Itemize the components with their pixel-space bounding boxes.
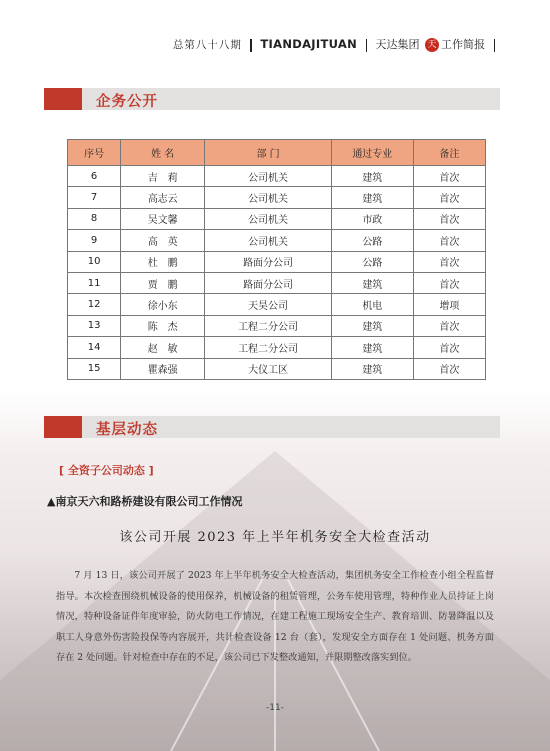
table-cell: 增项 [413,294,485,315]
table-cell: 建筑 [331,358,413,379]
table-row [68,358,486,379]
table-cell: 8 [68,208,121,229]
header-divider [250,39,252,52]
table-cell: 首次 [413,315,485,336]
table-cell: 机电 [331,294,413,315]
table-cell: 建筑 [331,337,413,358]
table-cell: 陈 杰 [121,315,205,336]
issue-number: 总第八十八期 [172,39,242,51]
section-marker [44,416,82,438]
section-title: 基层动态 [96,421,158,438]
table-cell: 公司机关 [205,187,332,208]
company-name: 天达集团 [375,38,420,51]
table-cell: 路面分公司 [205,272,332,293]
table-cell: 赵 敏 [121,337,205,358]
column-header: 通过专业 [331,140,413,166]
table-cell: 建筑 [331,166,413,187]
table-cell: 建筑 [331,187,413,208]
table-cell: 首次 [413,208,485,229]
table-cell: 徐小东 [121,294,205,315]
table-row [68,294,486,315]
section-bar-disclosure [44,88,500,110]
table-cell: 建筑 [331,315,413,336]
table-cell: 15 [68,358,121,379]
table-row [68,337,486,358]
table-row [68,251,486,272]
table-cell: 吉 莉 [121,166,205,187]
table-cell: 14 [68,337,121,358]
section-marker [44,88,82,110]
table-cell: 大仪工区 [205,358,332,379]
column-header: 备注 [413,140,485,166]
table-cell: 首次 [413,187,485,208]
table-body [68,166,486,380]
table-cell: 工程二分公司 [205,337,332,358]
column-header: 部 门 [205,140,332,166]
publication-name: 工作简报 [441,38,485,51]
table-cell: 高志云 [121,187,205,208]
table-cell: 首次 [413,272,485,293]
table-cell: 首次 [413,337,485,358]
table-cell: 天昊公司 [205,294,332,315]
table-row [68,272,486,293]
table-cell: 吴文馨 [121,208,205,229]
table-row [68,208,486,229]
table-cell: 工程二分公司 [205,315,332,336]
roster-table [67,139,486,380]
table-cell: 6 [68,166,121,187]
table-cell: 贾 鹏 [121,272,205,293]
table-cell: 10 [68,251,121,272]
header-divider [494,39,496,52]
table-cell: 高 英 [121,230,205,251]
table-cell: 杜 鹏 [121,251,205,272]
news-company-line: ▲南京天六和路桥建设有限公司工作情况 [47,495,243,508]
table-cell: 公司机关 [205,208,332,229]
table-cell: 市政 [331,208,413,229]
news-category: [ 全资子公司动态 ] [59,464,154,477]
table-row [68,315,486,336]
table-row [68,187,486,208]
table-cell: 首次 [413,251,485,272]
section-title: 企务公开 [96,93,158,110]
table-header-row [68,140,486,166]
table-cell: 路面分公司 [205,251,332,272]
table-cell: 建筑 [331,272,413,293]
column-header: 姓 名 [121,140,205,166]
table-cell: 公司机关 [205,166,332,187]
table-cell: 公路 [331,230,413,251]
table-row [68,166,486,187]
news-body: 7 月 13 日，该公司开展了 2023 年上半年机务安全大检查活动，集团机务安全工作检查小组全程监督指导。本次检查围绕机械设备的使用保养，机械设备的租赁管理，公务车使用管理，特种作业人员持证上岗情况，特种设备证件年度审验，防火防电工作情况，在建工程施工现场安全生产、教育培训、防暑降温以及职工人身意外伤害险投保等内容展开，共计检查设备 12 台（套），发现安全方面存在 1 处问题、机务方面存在 2 处问题。针对检查中存在的不足，该公司已下发整改通知，并限期整改落实到位。 [56,570,494,663]
table-row [68,230,486,251]
section-bar-grassroots [44,416,500,438]
table-cell: 首次 [413,166,485,187]
table-cell: 7 [68,187,121,208]
table-cell: 12 [68,294,121,315]
company-logo-icon: 天 [425,38,439,52]
table-cell: 11 [68,272,121,293]
page-number: -11- [266,703,284,713]
table-cell: 公司机关 [205,230,332,251]
news-headline: 该公司开展 2023 年上半年机务安全大检查活动 [119,530,431,545]
table-cell: 13 [68,315,121,336]
table-cell: 9 [68,230,121,251]
table-cell: 瞿森强 [121,358,205,379]
column-header: 序号 [68,140,121,166]
brand-name: TIANDAJITUAN [260,37,357,51]
page-header [0,36,500,52]
table-cell: 首次 [413,358,485,379]
header-divider [366,39,368,52]
table-cell: 公路 [331,251,413,272]
table-cell: 首次 [413,230,485,251]
